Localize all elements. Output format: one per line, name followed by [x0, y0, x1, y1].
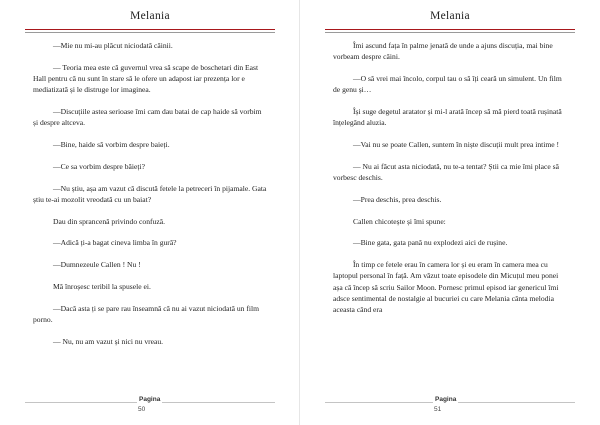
- left-paragraph-10: Mă înroșesc teribil la spusele ei.: [53, 281, 151, 291]
- right-header-gray-rule: [325, 32, 575, 33]
- left-paragraph-5: —Ce sa vorbim despre băieți?: [53, 161, 145, 171]
- left-paragraph-9: —Dumnezeule Callen ! Nu !: [53, 260, 141, 270]
- right-paragraph-1: Îmi ascund fața în palme jenată de unde a ajuns discuția, mai bine vorbeam despre câini.: [333, 41, 553, 62]
- right-footer-label: Pagina: [435, 396, 457, 403]
- right-paragraph-5: — Nu ai făcut asta niciodată, nu te-a tentat? Știi ca mie îmi place să vorbesc deschis.: [333, 161, 560, 182]
- left-paragraph-12: — Nu, nu am vazut și nici nu vreau.: [53, 336, 164, 346]
- right-paragraph-9: În timp ce fetele erau în camera lor și eu eram în camera mea cu laptopul personal în față. Am văzut toate episodele din Micuțul meu ponei așa că încep să scriu Sailor Moon. Pornesc primul episod iar genericul îmi adsce sentimental de nostalgie al bucuriei cu care Melania cânta melodia aceasta când era: [333, 260, 559, 314]
- right-page-number: 51: [434, 406, 442, 413]
- left-paragraph-3: —Discuțiile astea serioase îmi cam dau batai de cap haide să vorbim și despre altceva.: [33, 107, 262, 128]
- right-paragraph-2: —O să vrei mai încolo, corpul tau o să îți ceară un simulent. Un film de genu și…: [333, 74, 562, 95]
- right-page-header: Melania: [430, 10, 470, 22]
- right-paragraph-3: Își suge degetul aratator și mi-l arată încep să mă pierd toată rușinată înțelegând aluzia.: [333, 107, 562, 128]
- right-paragraph-6: —Prea deschis, prea deschis.: [353, 194, 442, 204]
- right-paragraph-4: —Vai nu se poate Callen, suntem în niște discuții mult prea intime !: [353, 140, 560, 149]
- left-paragraph-7: Dau din sprancenă privindo confuză.: [53, 216, 165, 226]
- left-paragraph-2: — Teoria mea este că guvernul vrea să scape de boschetari din East Hall pentru că nu sunt în stare să le ofere un adapost iar prezența lor e mediatizată și le distruge lor imaginea.: [33, 62, 259, 95]
- left-paragraph-6: —Nu știu, așa am vazut că discută fetele la petreceri în pijamale. Gata știu te-ai mozolit vreodată cu un baiat?: [33, 183, 267, 204]
- left-paragraph-11: —Dacă asta ți se pare rau înseamnă că nu ai vazut niciodată un film porno.: [33, 303, 259, 324]
- left-paragraph-8: —Adică ți-a bagat cineva limba în gură?: [53, 238, 177, 248]
- left-page-number: 50: [138, 406, 146, 413]
- left-paragraph-1: —Mie nu mi-au plăcut niciodată câinii.: [53, 41, 173, 50]
- left-paragraph-4: —Bine, haide să vorbim despre baieți.: [53, 140, 170, 149]
- left-header-red-rule: [25, 29, 275, 30]
- left-footer-label: Pagina: [139, 396, 161, 403]
- right-page: [300, 0, 600, 425]
- right-page-body: [333, 40, 567, 326]
- right-header-red-rule: [325, 29, 575, 30]
- left-page-header: Melania: [130, 10, 170, 22]
- right-paragraph-8: —Bine gata, gata pană nu explodezi aici de rușine.: [353, 238, 508, 248]
- left-header-gray-rule: [25, 32, 275, 33]
- right-paragraph-7: Callen chicotește și îmi spune:: [353, 216, 446, 226]
- left-page-body: [33, 40, 267, 358]
